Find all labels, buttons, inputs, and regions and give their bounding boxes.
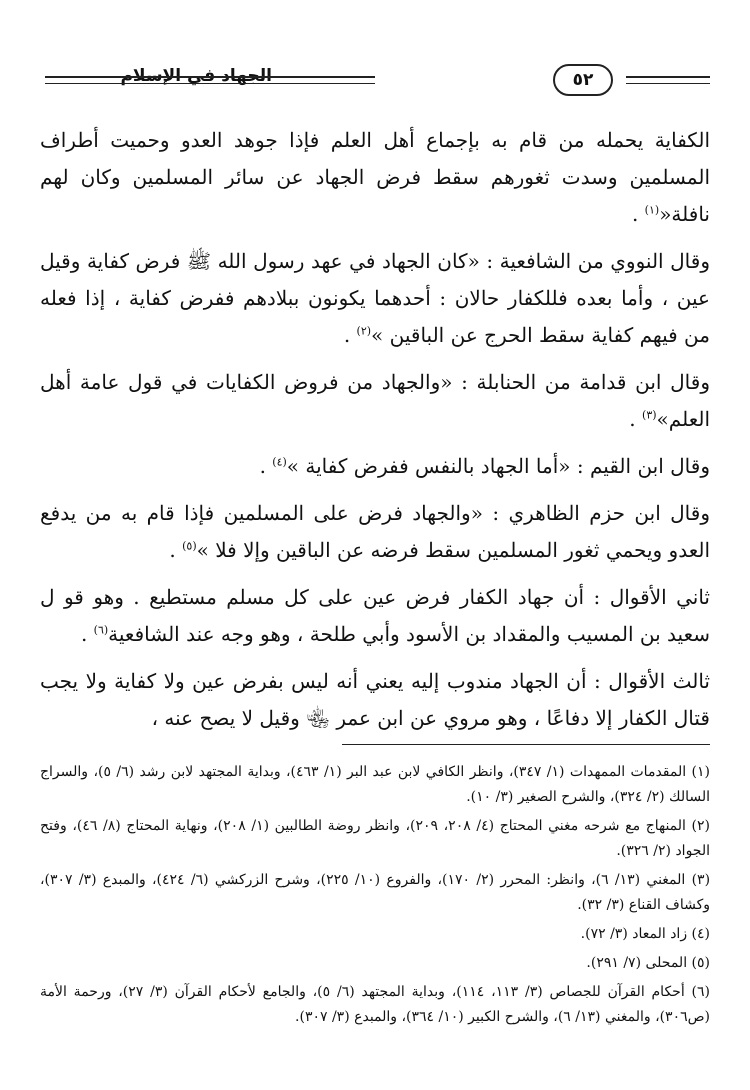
- running-title: الجهاد في الإسلام: [120, 66, 272, 86]
- header-rule-left: [45, 76, 375, 84]
- paragraph: وقال ابن حزم الظاهري : «والجهاد فرض على المسلمين فإذا قام به من يدفع العدو ويحمي ثغور المسلمين سقط فرضه عن الباقين وإلا فلا »$^{(٥)}$ .: [40, 501, 710, 562]
- footnote: (١) المقدمات الممهدات (١/ ٣٤٧)، وانظر الكافي لابن عبد البر (١/ ٤٦٣)، وبداية المجتهد لابن رشد (٦/ ٥)، والسراج السالك (٢/ ٣٢٤)، والشرح الصغير (٣/ ١٠).: [40, 764, 710, 805]
- footnote-ref: (١): [644, 203, 660, 217]
- header-rule-right: [626, 76, 710, 84]
- paragraph: الكفاية يحمله من قام به بإجماع أهل العلم فإذا جوهد العدو وحميت أطراف المسلمين وسدت ثغورهم سقط فرض الجهاد عن سائر المسلمين وكان لهم نافلة«$^{(١)}$ .: [40, 128, 710, 226]
- footnotes: [40, 760, 710, 1034]
- paragraph: وقال النووي من الشافعية : «كان الجهاد في عهد رسول الله ﷺ فرض كفاية وقيل عين ، وأما بعده فللكفار حالان : أحدهما يكونون ببلادهم ففرض كفاية ، إذا فعله من فيهم كفاية سقط الحرج عن الباقين »$^{(٢)}$ .: [40, 249, 710, 347]
- main-text: [40, 122, 710, 747]
- footnote-ref: (٦): [93, 623, 109, 637]
- footnote: (٥) المحلى (٧/ ٢٩١).: [586, 955, 710, 971]
- footnote-ref: (٥): [182, 539, 197, 553]
- paragraph: ثاني الأقوال : أن جهاد الكفار فرض عين على كل مسلم مستطيع . وهو قو ل سعيد بن المسيب والمقداد بن الأسود وأبي طلحة ، وهو وجه عند الشافعية$^{(٦)}$ .: [40, 585, 710, 646]
- footnote: (٣) المغني (١٣/ ٦)، وانظر: المحرر (٢/ ١٧٠)، والفروع (١٠/ ٢٢٥)، وشرح الزركشي (٦/ ٤٢٤)، والمبدع (٣/ ٣٠٧)، وكشاف القناع (٣/ ٣٢).: [40, 872, 711, 913]
- paragraph: ثالث الأقوال : أن الجهاد مندوب إليه يعني أنه ليس بفرض عين ولا كفاية ولا يجب قتال الكفار إلا دفاعًا ، وهو مروي عن ابن عمر ﵄ وقيل لا يصح عنه ،: [40, 669, 710, 730]
- footnote-separator: [342, 744, 710, 745]
- paragraph: وقال ابن قدامة من الحنابلة : «والجهاد من فروض الكفايات في قول عامة أهل العلم»$^{(٣)}$ .: [40, 370, 710, 431]
- paragraph: وقال ابن القيم : «أما الجهاد بالنفس ففرض كفاية »$^{(٤)}$ .: [259, 454, 710, 478]
- footnote-ref: (٣): [642, 408, 657, 422]
- footnote: (٢) المنهاج مع شرحه مغني المحتاج (٤/ ٢٠٨، ٢٠٩)، وانظر روضة الطالبين (١/ ٢٠٨)، ونهاية المحتاج (٨/ ٤٦)، وفتح الجواد (٢/ ٣٢٦).: [40, 818, 711, 859]
- footnote: (٦) أحكام القرآن للجصاص (٣/ ١١٣، ١١٤)، وبداية المجتهد (٦/ ٥)، والجامع لأحكام القرآن (٣/ ٢٧)، ورحمة الأمة (ص٣٠٦)، والمغني (١٣/ ٦)، والشرح الكبير (١٠/ ٣٦٤)، والمبدع (٣/ ٣٠٧).: [40, 984, 710, 1025]
- footnote-ref: (٢): [356, 324, 372, 338]
- footnote-ref: (٤): [272, 455, 287, 469]
- footnote: (٤) زاد المعاد (٣/ ٧٢).: [580, 926, 710, 942]
- page-number: ٥٢: [572, 70, 594, 90]
- page-number-badge: [553, 64, 613, 96]
- page-header: [45, 60, 710, 100]
